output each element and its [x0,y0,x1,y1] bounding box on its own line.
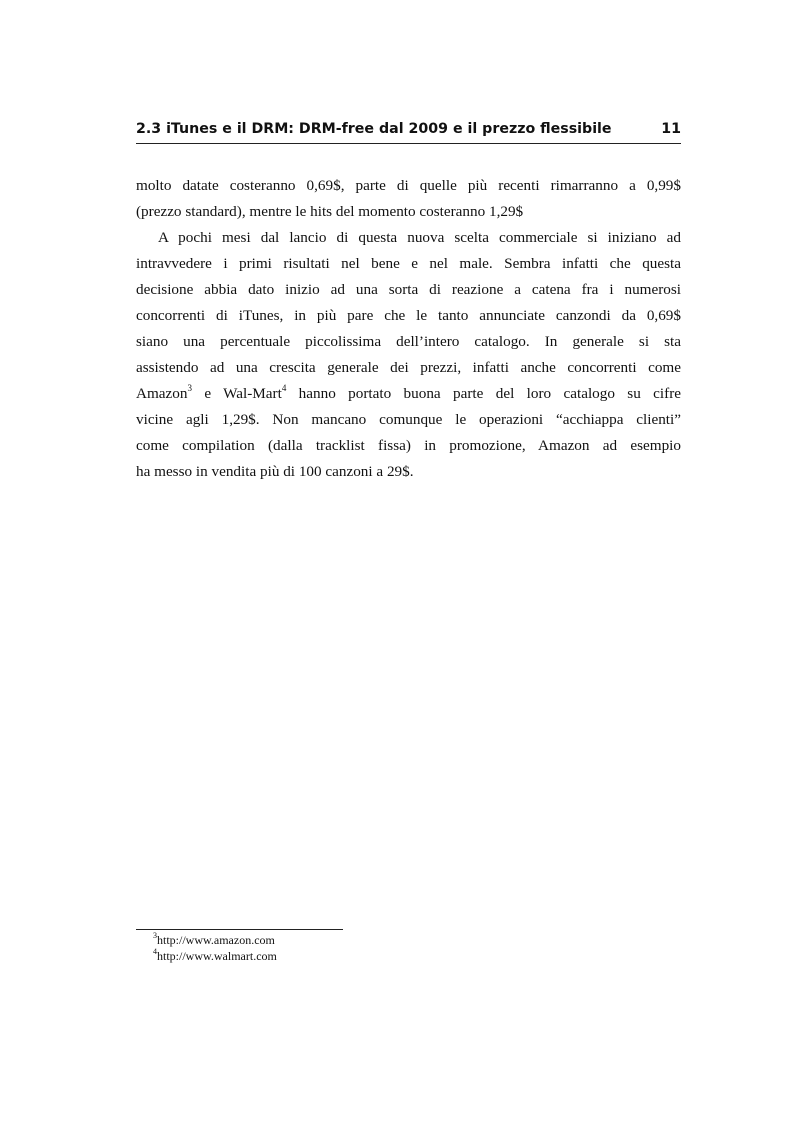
text-line: concorrenti di iTunes, in più pare che le tanto annunciate canzondi da 0,69$ [136,307,681,324]
footnote-number: 4 [153,947,157,956]
footnote-link[interactable]: http://www.amazon.com [157,933,275,947]
running-header [136,121,681,144]
text-line: ha messo in vendita più di 100 canzoni a 29$. [136,463,414,480]
footnotes [153,932,277,964]
footnote-4 [153,948,277,964]
text-line: vicine agli 1,29$. Non mancano comunque le operazioni “acchiappa clienti” [136,411,681,428]
text-fragment: Amazon [136,385,188,402]
footnote-ref-4[interactable]: 4 [281,382,287,393]
footnote-ref-3[interactable]: 3 [187,382,192,393]
page-number: 11 [661,121,681,137]
text-line: assistendo ad una crescita generale dei prezzi, infatti anche concorrenti come [136,359,681,376]
text-line-with-footnote-refs [136,381,681,407]
text-line: intravvedere i primi risultati nel bene e nel male. Sembra infatti che questa [136,255,681,272]
text-line: come compilation (dalla tracklist fissa) in promozione, Amazon ad esempio [136,437,681,454]
text-line: decisione abbia dato inizio ad una sorta di reazione a catena fra i numerosi [136,281,681,298]
body-text [136,173,681,485]
paragraph-first-line [136,225,681,251]
footnote-link[interactable]: http://www.walmart.com [157,949,277,963]
section-title: 2.3 iTunes e il DRM: DRM-free dal 2009 e il prezzo flessibile [136,121,612,137]
footnote-number: 3 [153,931,157,940]
text-line: A pochi mesi dal lancio di questa nuova scelta commerciale si iniziano ad [158,229,681,246]
text-line: (prezzo standard), mentre le hits del momento costeranno 1,29$ [136,203,524,220]
text-fragment: e Wal-Mart [191,385,282,402]
text-line: siano una percentuale piccolissima dell’intero catalogo. In generale si sta [136,333,681,350]
footnote-3 [153,932,277,948]
text-line: molto datate costeranno 0,69$, parte di quelle più recenti rimarranno a 0,99$ [136,177,681,194]
footnote-rule [136,929,343,930]
text-fragment: hanno portato buona parte del loro catalogo su cifre [286,385,681,402]
